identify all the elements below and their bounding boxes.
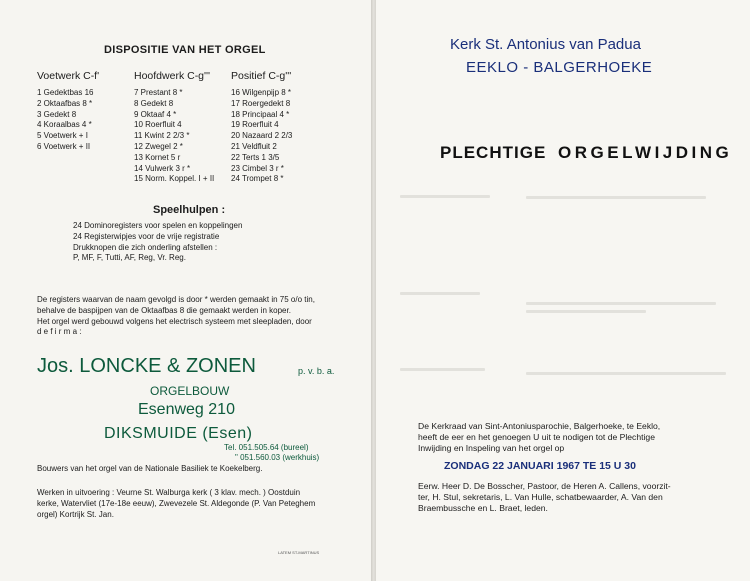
speelhulpen-line: 24 Registerwipjes voor de vrije registratie — [73, 231, 220, 241]
show-through-mark — [526, 196, 706, 199]
speelhulpen-line: Drukknopen die zich onderling afstellen : — [73, 242, 218, 252]
right-page — [376, 0, 750, 581]
register-item: 14 Vulwerk 3 r * — [134, 163, 191, 173]
register-item: 24 Trompet 8 * — [231, 174, 284, 184]
works-line: kerke, Watervliet (17e-18e eeuw), Zwevezele St. Aldegonde (P. Van Peteghem — [37, 498, 316, 508]
register-item: 10 Roerfluit 4 — [134, 120, 182, 130]
works-line: Werken in uitvoering : Veurne St. Walburga kerk ( 3 klav. mech. ) Oostduin — [37, 488, 301, 497]
signers-text — [418, 481, 671, 515]
register-item: 3 Gedekt 8 — [37, 109, 77, 119]
registers-note — [37, 295, 315, 338]
works-line: orgel) Kortrijk St. Jan. — [37, 509, 114, 519]
disposition-title: DISPOSITIE VAN HET ORGEL — [104, 44, 266, 56]
note-line: behalve de baspijpen van de Oktaafbas 8 die gemaakt werden in koper. — [37, 305, 291, 315]
works-in-progress — [37, 488, 315, 520]
signers-line: ter, H. Stul, sekretaris, L. Van Hulle, schatbewaarder, A. Van den — [418, 492, 663, 503]
register-item: 12 Zwegel 2 * — [134, 141, 183, 151]
firm-phone-office: Tel. 051.505.64 (bureel) — [224, 443, 309, 452]
register-list-positief — [231, 88, 292, 185]
invitation-line: Inwijding en Inspeling van het orgel op — [418, 443, 565, 454]
register-item: 13 Kornet 5 r — [134, 152, 181, 162]
event-date: ZONDAG 22 JANUARI 1967 TE 15 U 30 — [444, 460, 636, 472]
headline-part2: ORGELWIJDING — [558, 143, 733, 162]
show-through-mark — [400, 368, 485, 371]
register-item: 6 Voetwerk + II — [37, 141, 91, 151]
show-through-mark — [526, 310, 646, 313]
note-line: d e f i r m a : — [37, 327, 82, 337]
speelhulpen-title: Speelhulpen : — [153, 204, 226, 216]
register-list-voetwerk — [37, 88, 93, 153]
invitation-text — [418, 421, 660, 455]
register-item: 9 Oktaaf 4 * — [134, 109, 177, 119]
register-item: 5 Voetwerk + I — [37, 131, 88, 141]
firm-street: Esenweg 210 — [138, 401, 235, 418]
show-through-mark — [526, 372, 726, 375]
firm-trade: ORGELBOUW — [150, 384, 230, 398]
speelhulpen-line: P, MF, F, Tutti, AF, Reg, Vr. Reg. — [73, 253, 186, 263]
column-header-hoofdwerk: Hoofdwerk C-g''' — [134, 70, 211, 82]
invitation-line: heeft de eer en het genoegen U uit te nodigen tot de Plechtige — [418, 432, 655, 443]
firm-legal-form: p. v. b. a. — [298, 366, 335, 376]
signers-line: Braembussche en L. Braet, leden. — [418, 503, 548, 514]
register-item: 15 Norm. Koppel. I + II — [134, 174, 215, 184]
headline — [440, 143, 732, 163]
firm-name — [37, 355, 256, 378]
headline-part1: PLECHTIGE — [440, 143, 547, 162]
register-item: 22 Terts 1 3/5 — [231, 152, 280, 162]
register-item: 18 Principaal 4 * — [231, 109, 290, 119]
church-name: Kerk St. Antonius van Padua — [450, 36, 641, 53]
speelhulpen-line: 24 Dominoregisters voor spelen en koppelingen — [73, 221, 243, 230]
register-item: 16 Wilgenpijp 8 * — [231, 88, 292, 97]
register-item: 2 Oktaafbas 8 * — [37, 98, 93, 108]
note-line: De registers waarvan de naam gevolgd is door * werden gemaakt in 75 o/o tin, — [37, 295, 315, 304]
register-item: 1 Gedektbas 16 — [37, 88, 94, 97]
firm-name-main: LONCKE & ZONEN — [79, 355, 256, 377]
register-list-hoofdwerk — [134, 88, 214, 185]
register-item: 17 Roergedekt 8 — [231, 98, 291, 108]
show-through-mark — [400, 195, 490, 198]
invitation-line: De Kerkraad van Sint-Antoniusparochie, Balgerhoeke, te Eeklo, — [418, 421, 661, 431]
firm-city: DIKSMUIDE (Esen) — [104, 425, 253, 442]
show-through-mark — [400, 292, 480, 295]
speelhulpen-list — [73, 221, 242, 264]
firm-phone-workshop: " 051.560.03 (werkhuis) — [235, 453, 320, 462]
firm-name-prefix: Jos. — [37, 355, 74, 377]
church-location: EEKLO - BALGERHOEKE — [466, 59, 653, 76]
column-header-positief: Positief C-g''' — [231, 70, 292, 82]
register-item: 11 Kwint 2 2/3 * — [134, 131, 190, 141]
left-page — [0, 0, 371, 581]
signers-line: Eerw. Heer D. De Bosscher, Pastoor, de Heren A. Callens, voorzit- — [418, 481, 671, 491]
printer-imprint: LATEM ST-MARTINUS — [278, 550, 320, 555]
register-item: 7 Prestant 8 * — [134, 88, 183, 97]
builders-line: Bouwers van het orgel van de Nationale Basiliek te Koekelberg. — [37, 464, 263, 473]
register-item: 20 Nazaard 2 2/3 — [231, 131, 293, 141]
column-header-voetwerk: Voetwerk C-f' — [37, 70, 100, 82]
register-item: 8 Gedekt 8 — [134, 98, 174, 108]
note-line: Het orgel werd gebouwd volgens het electrisch systeem met sleepladen, door — [37, 316, 312, 326]
register-item: 19 Roerfluit 4 — [231, 120, 279, 130]
show-through-mark — [526, 302, 716, 305]
register-item: 23 Cimbel 3 r * — [231, 163, 284, 173]
register-item: 21 Veldfluit 2 — [231, 141, 277, 151]
register-item: 4 Koraalbas 4 * — [37, 120, 92, 130]
